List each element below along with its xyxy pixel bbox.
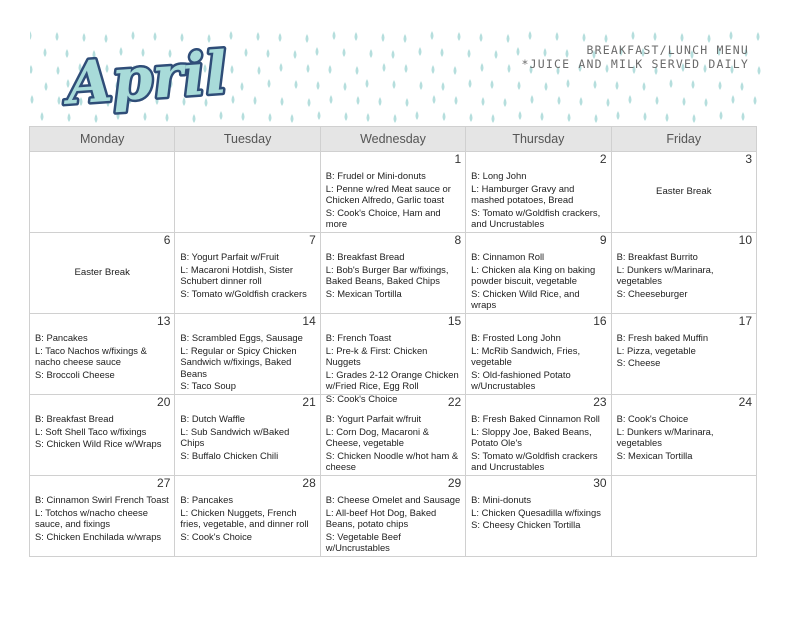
raindrop-icon	[545, 82, 548, 91]
menu-line: B: Mini-donuts	[471, 494, 532, 505]
day-cell	[466, 314, 611, 395]
raindrop-icon	[329, 65, 332, 74]
menu-items	[326, 251, 461, 300]
raindrop-icon	[730, 31, 733, 40]
calendar-grid	[29, 126, 757, 557]
day-number: 21	[302, 395, 316, 409]
raindrop-icon	[382, 33, 385, 42]
menu-items	[617, 251, 752, 300]
raindrop-icon	[583, 33, 586, 42]
day-number: 3	[745, 152, 752, 166]
weekday-monday: Monday	[30, 127, 175, 152]
menu-line: S: Cook's Choice	[325, 392, 398, 404]
day-cell	[320, 233, 465, 314]
day-cell	[175, 476, 320, 557]
raindrop-icon	[719, 81, 722, 90]
raindrop-icon	[318, 111, 321, 120]
raindrop-icon	[491, 80, 494, 89]
menu-line: L: Corn Dog, Macaroni & Cheese, vegetable	[325, 425, 429, 449]
raindrop-icon	[693, 114, 696, 123]
raindrop-icon	[469, 79, 472, 88]
raindrop-icon	[383, 63, 386, 72]
raindrop-icon	[455, 96, 458, 105]
raindrop-icon	[317, 81, 320, 90]
menu-items	[326, 494, 461, 555]
raindrop-icon	[708, 34, 711, 43]
menu-line: B: Fresh baked Muffin	[616, 332, 709, 343]
day-number: 15	[447, 314, 462, 328]
raindrop-icon	[31, 95, 34, 104]
raindrop-icon	[643, 82, 646, 91]
raindrop-icon	[480, 33, 483, 42]
day-number: 2	[599, 152, 607, 166]
menu-items	[471, 494, 606, 532]
menu-line: L: Sloppy Joe, Baked Beans, Potato Ole's	[471, 425, 592, 449]
menu-line: S: Chicken Wild Rice w/Wraps	[35, 438, 162, 450]
menu-line: B: Cook's Choice	[616, 413, 689, 424]
menu-line: B: Pancakes	[180, 494, 234, 505]
menu-items	[617, 413, 752, 462]
menu-line: B: French Toast	[325, 332, 392, 343]
menu-line: B: Dutch Waffle	[180, 413, 245, 424]
raindrop-icon	[558, 96, 561, 105]
menu-line: L: Chicken ala King on baking powder biscuit, vegetable	[471, 263, 596, 287]
menu-line: S: Buffalo Chicken Chili	[180, 449, 279, 461]
raindrop-icon	[681, 33, 684, 42]
menu-line: S: Cook's Choice	[180, 530, 253, 542]
raindrop-icon	[757, 32, 760, 41]
raindrop-icon	[392, 50, 395, 59]
day-number: 8	[454, 233, 462, 247]
raindrop-icon	[470, 113, 473, 122]
menu-line: B: Yogurt Parfait w/Fruit	[180, 251, 279, 262]
raindrop-icon	[294, 50, 297, 59]
raindrop-icon	[607, 98, 610, 107]
day-cell	[611, 233, 756, 314]
menu-line: B: Yogurt Parfait w/fruit	[325, 413, 422, 424]
raindrop-icon	[258, 66, 261, 75]
holiday-label: Easter Break	[74, 267, 130, 278]
raindrop-icon	[393, 80, 396, 89]
raindrop-icon	[670, 79, 673, 88]
menu-line: B: Cinnamon Roll	[471, 251, 545, 262]
menu-items	[471, 170, 606, 231]
raindrop-icon	[367, 113, 370, 122]
day-number: 16	[593, 314, 607, 328]
raindrop-icon	[617, 111, 620, 120]
menu-line: S: Mexican Tortilla	[616, 449, 693, 461]
raindrop-icon	[504, 98, 507, 107]
weekday-tuesday: Tuesday	[175, 127, 320, 152]
raindrop-icon	[732, 95, 735, 104]
menu-items	[326, 170, 461, 231]
raindrop-icon	[357, 96, 360, 105]
raindrop-icon	[595, 114, 598, 123]
day-number: 7	[309, 233, 316, 247]
raindrop-icon	[541, 112, 544, 121]
menu-items	[617, 332, 752, 370]
raindrop-icon	[468, 49, 471, 58]
raindrop-icon	[666, 113, 669, 122]
raindrop-icon	[529, 31, 532, 40]
raindrop-icon	[741, 82, 744, 91]
menu-line: L: Regular or Spicy Chicken Sandwich w/fixings, Baked Beans	[180, 344, 297, 379]
day-cell	[611, 476, 756, 557]
raindrop-icon	[644, 112, 647, 121]
week-row	[30, 233, 757, 314]
day-number: 9	[599, 233, 607, 247]
raindrop-icon	[616, 81, 619, 90]
menu-line: L: Chicken Nuggets, French fries, vegetable, and dinner roll	[180, 506, 309, 530]
raindrop-icon	[316, 47, 319, 56]
day-number: 1	[454, 152, 462, 166]
day-number: 22	[447, 395, 462, 409]
menu-line: L: Pre-k & First: Chicken Nuggets	[325, 344, 428, 368]
raindrop-icon	[720, 111, 723, 120]
raindrop-icon	[432, 65, 435, 74]
menu-line: B: Cheese Omelet and Sausage	[325, 494, 461, 505]
menu-line: B: Pancakes	[35, 332, 88, 343]
raindrop-icon	[507, 34, 510, 43]
raindrop-icon	[405, 64, 408, 73]
holiday-label: Easter Break	[656, 186, 712, 197]
menu-items	[180, 332, 315, 393]
raindrop-icon	[281, 97, 284, 106]
day-number: 17	[738, 314, 752, 328]
menu-line: S: Vegetable Beef w/Uncrustables	[325, 530, 401, 554]
menu-line: S: Cheese	[616, 357, 661, 369]
menu-header	[522, 43, 749, 71]
day-number: 23	[593, 395, 607, 409]
week-row	[30, 314, 757, 395]
raindrop-icon	[654, 32, 657, 41]
day-number: 6	[163, 233, 171, 247]
menu-line: B: Breakfast Bread	[325, 251, 405, 262]
menu-line: L: Penne w/red Meat sauce or Chicken Alfredo, Garlic toast	[325, 182, 451, 206]
day-cell	[175, 395, 320, 476]
menu-line: L: Dunkers w/Marinara, vegetables	[616, 425, 714, 449]
menu-line: S: Chicken Enchilada w/wraps	[35, 530, 162, 542]
week-row	[30, 395, 757, 476]
day-number: 24	[738, 395, 752, 409]
menu-line: B: Fresh Baked Cinnamon Roll	[471, 413, 600, 424]
menu-items	[35, 494, 170, 543]
month-title	[44, 32, 254, 128]
menu-line: S: Taco Soup	[180, 380, 236, 392]
week-row	[30, 152, 757, 233]
raindrop-icon	[656, 96, 659, 105]
day-cell	[30, 395, 175, 476]
day-number: 10	[738, 233, 752, 247]
menu-items	[35, 413, 170, 451]
raindrop-icon	[531, 95, 534, 104]
day-number: 30	[593, 476, 607, 490]
raindrop-icon	[517, 47, 520, 56]
raindrop-icon	[519, 111, 522, 120]
day-cell	[466, 233, 611, 314]
weekday-thursday: Thursday	[466, 127, 611, 152]
menu-line: L: Macaroni Hotdish, Sister Schubert dinner roll	[180, 263, 293, 287]
day-cell	[320, 152, 465, 233]
menu-items	[180, 413, 315, 462]
menu-line: S: Old-fashioned Potato w/Uncrustables	[471, 368, 571, 392]
raindrop-icon	[419, 47, 422, 56]
day-cell	[175, 233, 320, 314]
menu-line: B: Breakfast Bread	[35, 413, 114, 424]
menu-line: L: All-beef Hot Dog, Baked Beans, potato chips	[325, 506, 437, 530]
menu-line: B: Frudel or Mini-donuts	[325, 170, 426, 181]
raindrop-icon	[567, 79, 570, 88]
day-cell	[175, 152, 320, 233]
week-row	[30, 476, 757, 557]
raindrop-icon	[492, 114, 495, 123]
weekday-wednesday: Wednesday	[320, 127, 465, 152]
raindrop-icon	[280, 63, 283, 72]
raindrop-icon	[355, 32, 358, 41]
raindrop-icon	[406, 98, 409, 107]
raindrop-icon	[308, 98, 311, 107]
menu-line: B: Breakfast Burrito	[616, 251, 698, 262]
raindrop-icon	[344, 82, 347, 91]
menu-items	[471, 251, 606, 312]
menu-line: L: Dunkers w/Marinara, vegetables	[616, 263, 714, 287]
day-cell	[611, 314, 756, 395]
menu-line: S: Chicken Noodle w/hot ham & cheese	[325, 449, 459, 473]
raindrop-icon	[420, 81, 423, 90]
raindrop-icon	[568, 113, 571, 122]
day-cell	[30, 476, 175, 557]
raindrop-icon	[394, 114, 397, 123]
raindrop-icon	[683, 97, 686, 106]
menu-line: B: Scrambled Eggs, Sausage	[180, 332, 303, 343]
menu-line: S: Cook's Choice, Ham and more	[325, 206, 441, 230]
menu-line: S: Broccoli Cheese	[35, 368, 115, 380]
day-number: 28	[302, 476, 316, 490]
raindrop-icon	[605, 34, 608, 43]
day-number: 14	[302, 314, 316, 328]
raindrop-icon	[754, 96, 757, 105]
raindrop-icon	[306, 34, 309, 43]
day-number: 27	[157, 476, 171, 490]
raindrop-icon	[742, 112, 745, 121]
raindrop-icon	[758, 66, 761, 75]
menu-items	[471, 332, 606, 393]
menu-line: S: Tomato w/Goldfish crackers	[180, 287, 307, 299]
raindrop-icon	[295, 80, 298, 89]
raindrop-icon	[370, 49, 373, 58]
raindrop-icon	[268, 79, 271, 88]
raindrop-icon	[508, 64, 511, 73]
day-cell	[30, 233, 175, 314]
raindrop-icon	[433, 95, 436, 104]
raindrop-icon	[345, 112, 348, 121]
menu-line: L: Pizza, vegetable	[616, 344, 696, 356]
raindrop-icon	[632, 31, 635, 40]
day-number: 20	[157, 395, 171, 409]
day-cell	[466, 476, 611, 557]
weekday-header-row	[30, 127, 757, 152]
menu-line: B: Cinnamon Swirl French Toast	[35, 494, 169, 505]
menu-line: L: Hamburger Gravy and mashed potatoes, Bread	[471, 182, 575, 206]
raindrop-icon	[330, 95, 333, 104]
day-cell	[611, 152, 756, 233]
menu-line: B: Frosted Long John	[471, 332, 561, 343]
raindrop-icon	[257, 32, 260, 41]
raindrop-icon	[343, 48, 346, 57]
raindrop-icon	[594, 80, 597, 89]
raindrop-icon	[705, 98, 708, 107]
raindrop-icon	[556, 32, 559, 41]
menu-header-line1: BREAKFAST/LUNCH MENU	[586, 43, 749, 57]
menu-line: L: Grades 2-12 Orange Chicken w/Fried Rice, Egg Roll	[325, 368, 459, 392]
menu-items	[180, 251, 315, 300]
menu-line: S: Mexican Tortilla	[325, 287, 402, 299]
menu-line: S: Chicken Wild Rice, and wraps	[471, 287, 580, 311]
raindrop-icon	[692, 80, 695, 89]
weekday-friday: Friday	[611, 127, 756, 152]
raindrop-icon	[267, 49, 270, 58]
month-title-text: April	[64, 38, 230, 118]
day-number: 29	[447, 476, 462, 490]
menu-line: S: Tomato w/Goldfish crackers, and Uncrustables	[471, 206, 601, 230]
raindrop-icon	[629, 95, 632, 104]
raindrop-icon	[379, 97, 382, 106]
raindrop-icon	[441, 48, 444, 57]
day-cell	[466, 152, 611, 233]
menu-items	[35, 332, 170, 381]
day-cell	[466, 395, 611, 476]
day-cell	[30, 152, 175, 233]
menu-line: L: Totchos w/nacho cheese sauce, and fixings	[35, 506, 148, 530]
raindrop-icon	[454, 66, 457, 75]
raindrop-icon	[269, 113, 272, 122]
menu-line: L: Chicken Quesadilla w/fixings	[471, 506, 601, 518]
menu-line: L: McRib Sandwich, Fries, vegetable	[471, 344, 581, 368]
menu-line: S: Cheesy Chicken Tortilla	[471, 519, 581, 531]
day-cell	[30, 314, 175, 395]
day-cell	[320, 476, 465, 557]
day-cell	[320, 392, 465, 476]
menu-line: L: Bob's Burger Bar w/fixings, Baked Beans, Baked Chips	[325, 263, 449, 287]
day-cell	[175, 314, 320, 395]
menu-line: S: Cheeseburger	[616, 287, 688, 299]
menu-items	[180, 494, 315, 543]
raindrop-icon	[366, 79, 369, 88]
raindrop-icon	[307, 64, 310, 73]
raindrop-icon	[404, 34, 407, 43]
raindrop-icon	[431, 31, 434, 40]
raindrop-icon	[518, 81, 521, 90]
menu-line: S: Tomato w/Goldfish crackers and Uncrustables	[471, 449, 598, 473]
raindrop-icon	[30, 31, 32, 40]
raindrop-icon	[279, 33, 282, 42]
menu-line: L: Soft Shell Taco w/fixings	[35, 425, 147, 437]
raindrop-icon	[30, 65, 33, 74]
day-cell	[611, 395, 756, 476]
menu-line: L: Taco Nachos w/fixings & nacho cheese sauce	[35, 344, 147, 368]
menu-items	[326, 413, 461, 474]
raindrop-icon	[580, 97, 583, 106]
day-number: 13	[157, 314, 171, 328]
raindrop-icon	[443, 112, 446, 121]
menu-line: L: Sub Sandwich w/Baked Chips	[180, 425, 290, 449]
menu-header-line2: *JUICE AND MILK SERVED DAILY	[521, 57, 749, 71]
raindrop-icon	[291, 114, 294, 123]
raindrop-icon	[356, 66, 359, 75]
raindrop-icon	[416, 111, 419, 120]
menu-line: B: Long John	[471, 170, 527, 181]
raindrop-icon	[333, 31, 336, 40]
raindrop-icon	[482, 97, 485, 106]
raindrop-icon	[458, 32, 461, 41]
raindrop-icon	[442, 82, 445, 91]
raindrop-icon	[495, 50, 498, 59]
raindrop-icon	[481, 63, 484, 72]
menu-items	[471, 413, 606, 474]
